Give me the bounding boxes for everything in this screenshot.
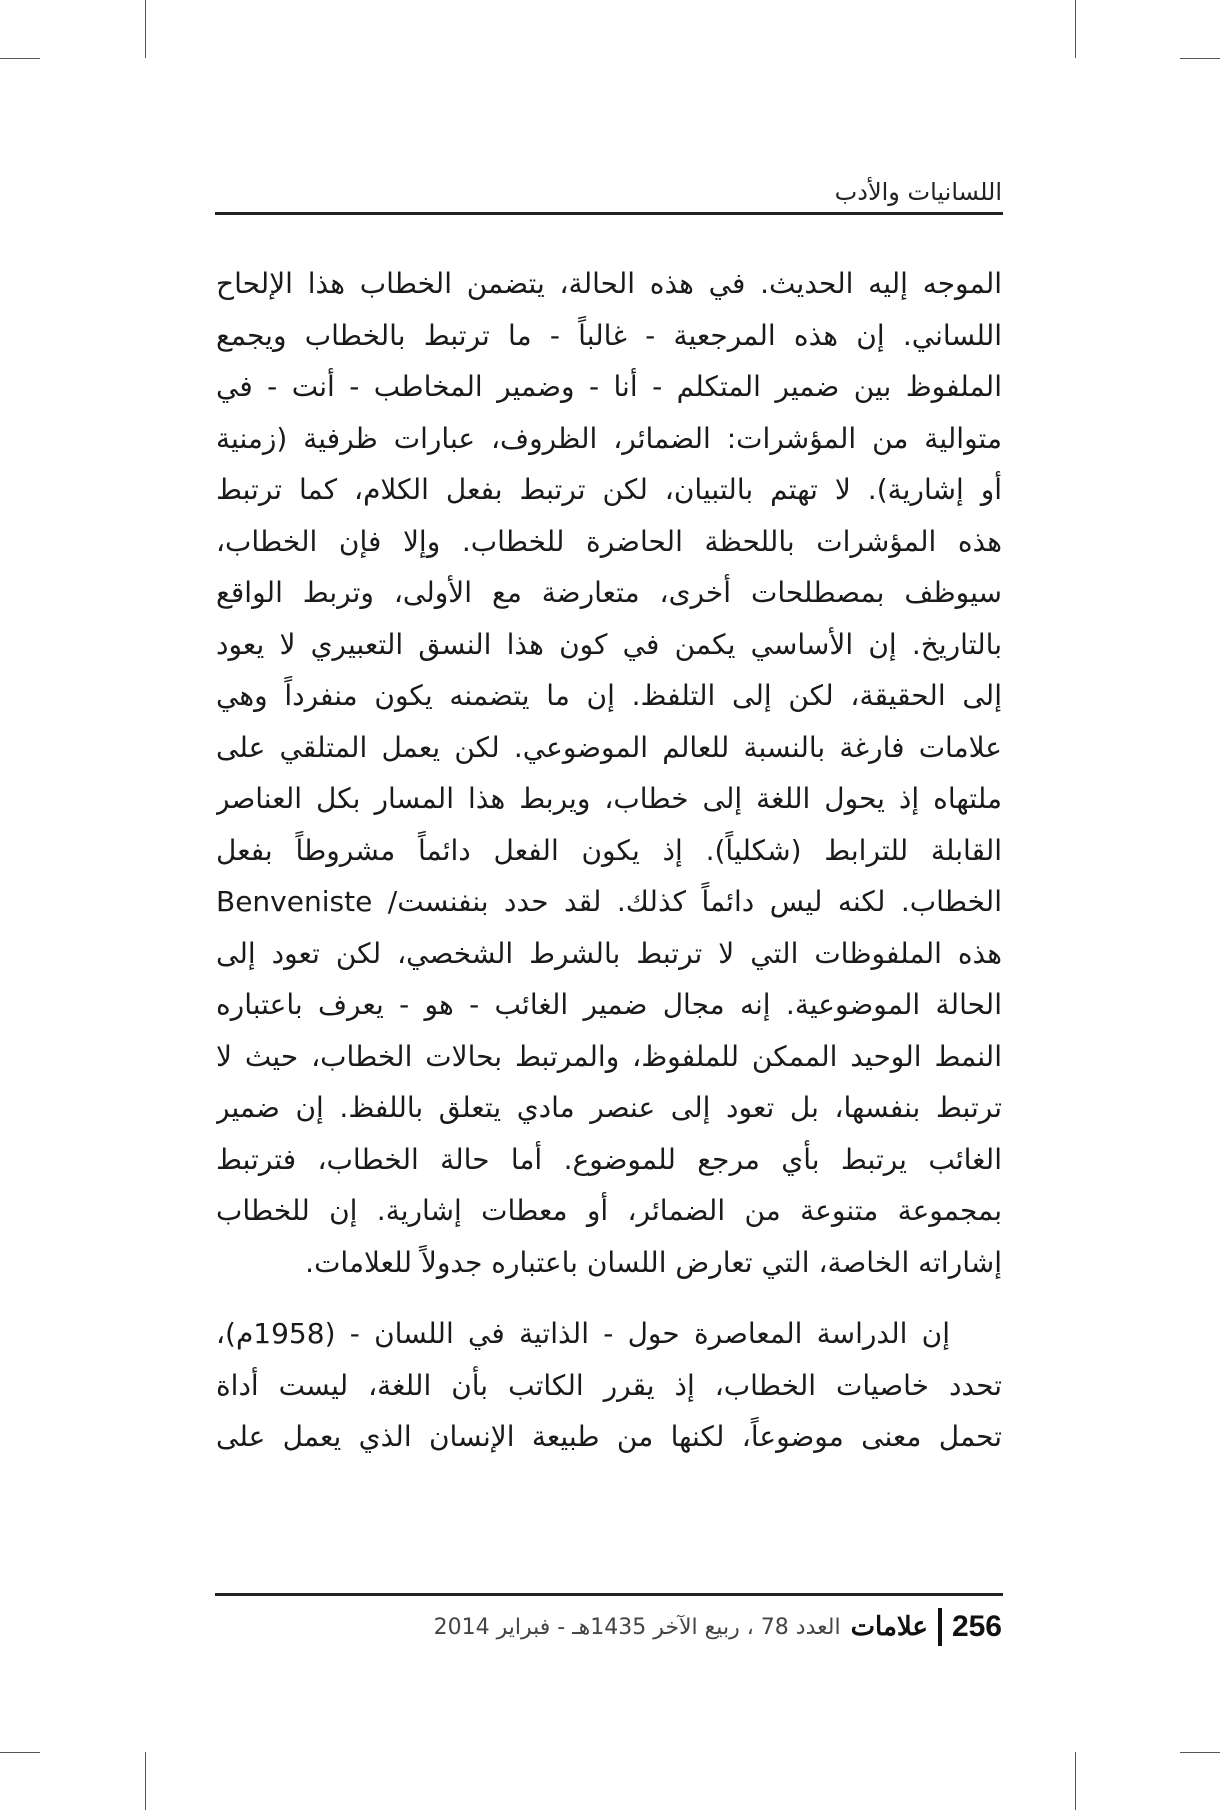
text-line: الملفوظ بين ضمير المتكلم - أنا - وضمير المخاطب - أنت - في xyxy=(216,370,1002,403)
text-line: هذه المؤشرات باللحظة الحاضرة للخطاب. وإلا فإن الخطاب، xyxy=(216,524,1002,558)
crop-mark xyxy=(0,58,40,59)
text-line: هذه الملفوظات التي لا ترتبط بالشرط الشخصي، لكن تعود إلى xyxy=(216,936,1002,970)
text-line: القابلة للترابط (شكلياً). إذ يكون الفعل دائماً مشروطاً بفعل xyxy=(216,833,1002,867)
text-line: تحمل معنى موضوعاً، لكنها من طبيعة الإنسان الذي يعمل على xyxy=(216,1420,1002,1453)
header-rule xyxy=(215,212,1003,215)
text-line: ترتبط بنفسها، بل تعود إلى عنصر مادي يتعلق باللفظ. إن ضمير xyxy=(216,1091,1002,1124)
text-line: الخطاب. لكنه ليس دائماً كذلك. لقد حدد بنفنست/ Benveniste xyxy=(216,885,1002,918)
text-line: الحالة الموضوعية. إنه مجال ضمير الغائب - هو - يعرف باعتباره xyxy=(216,988,1002,1021)
journal-logo: علامات xyxy=(850,1612,928,1642)
text-line: اللساني. إن هذه المرجعية - غالباً - ما ترتبط بالخطاب ويجمع xyxy=(216,318,1002,352)
text-line: إشاراته الخاصة، التي تعارض اللسان باعتباره جدولاً للعلامات. xyxy=(305,1245,1002,1279)
crop-mark xyxy=(145,1752,146,1810)
paragraph-1 xyxy=(216,258,1002,1288)
paragraph-2 xyxy=(216,1308,1002,1463)
text-line: متوالية من المؤشرات: الضمائر، الظروف، عبارات ظرفية (زمنية xyxy=(216,421,1002,455)
text-line: إلى الحقيقة، لكن إلى التلفظ. إن ما يتضمنه يكون منفرداً وهي xyxy=(216,679,1002,712)
text-line: تحدد خاصيات الخطاب، إذ يقرر الكاتب بأن اللغة، ليست أداة xyxy=(216,1368,1002,1402)
text-line: سيوظف بمصطلحات أخرى، متعارضة مع الأولى، وتربط الواقع xyxy=(216,576,1002,609)
text-line: بالتاريخ. إن الأساسي يكمن في كون هذا النسق التعبيري لا يعود xyxy=(216,627,1002,661)
text-line: ملتهاه إذ يحول اللغة إلى خطاب، ويربط هذا المسار بكل العناصر xyxy=(216,782,1002,815)
crop-mark xyxy=(1180,1752,1220,1753)
crop-mark xyxy=(0,1752,40,1753)
footer-rule xyxy=(215,1593,1003,1596)
page-number: 256 xyxy=(951,1610,1002,1643)
issue-info: العدد 78 ، ربيع الآخر 1435هـ - فبراير 2014 xyxy=(433,1614,841,1640)
text-line: أو إشارية). لا تهتم بالتبيان، لكن ترتبط بفعل الكلام، كما ترتبط xyxy=(216,473,1002,506)
crop-mark xyxy=(1075,1752,1076,1810)
footer-separator xyxy=(938,1608,942,1646)
text-line: الموجه إليه الحديث. في هذه الحالة، يتضمن الخطاب هذا الإلحاح xyxy=(216,267,1002,300)
running-header-title: اللسانيات والأدب xyxy=(834,178,1002,206)
text-line: بمجموعة متنوعة من الضمائر، أو معطات إشارية. إن للخطاب xyxy=(216,1194,1002,1227)
crop-mark xyxy=(1180,58,1220,59)
text-line: علامات فارغة بالنسبة للعالم الموضوعي. لكن يعمل المتلقي على xyxy=(216,730,1002,764)
text-line: الغائب يرتبط بأي مرجع للموضوع. أما حالة الخطاب، فترتبط xyxy=(216,1142,1002,1176)
body-text xyxy=(216,258,1002,1463)
page-footer xyxy=(434,1602,1002,1652)
crop-mark xyxy=(1075,0,1076,58)
text-line: النمط الوحيد الممكن للملفوظ، والمرتبط بحالات الخطاب، حيث لا xyxy=(216,1039,1002,1073)
text-line: إن الدراسة المعاصرة حول - الذاتية في اللسان - (1958م)، xyxy=(216,1317,950,1350)
paragraph-gap xyxy=(216,1288,1002,1308)
crop-mark xyxy=(145,0,146,58)
